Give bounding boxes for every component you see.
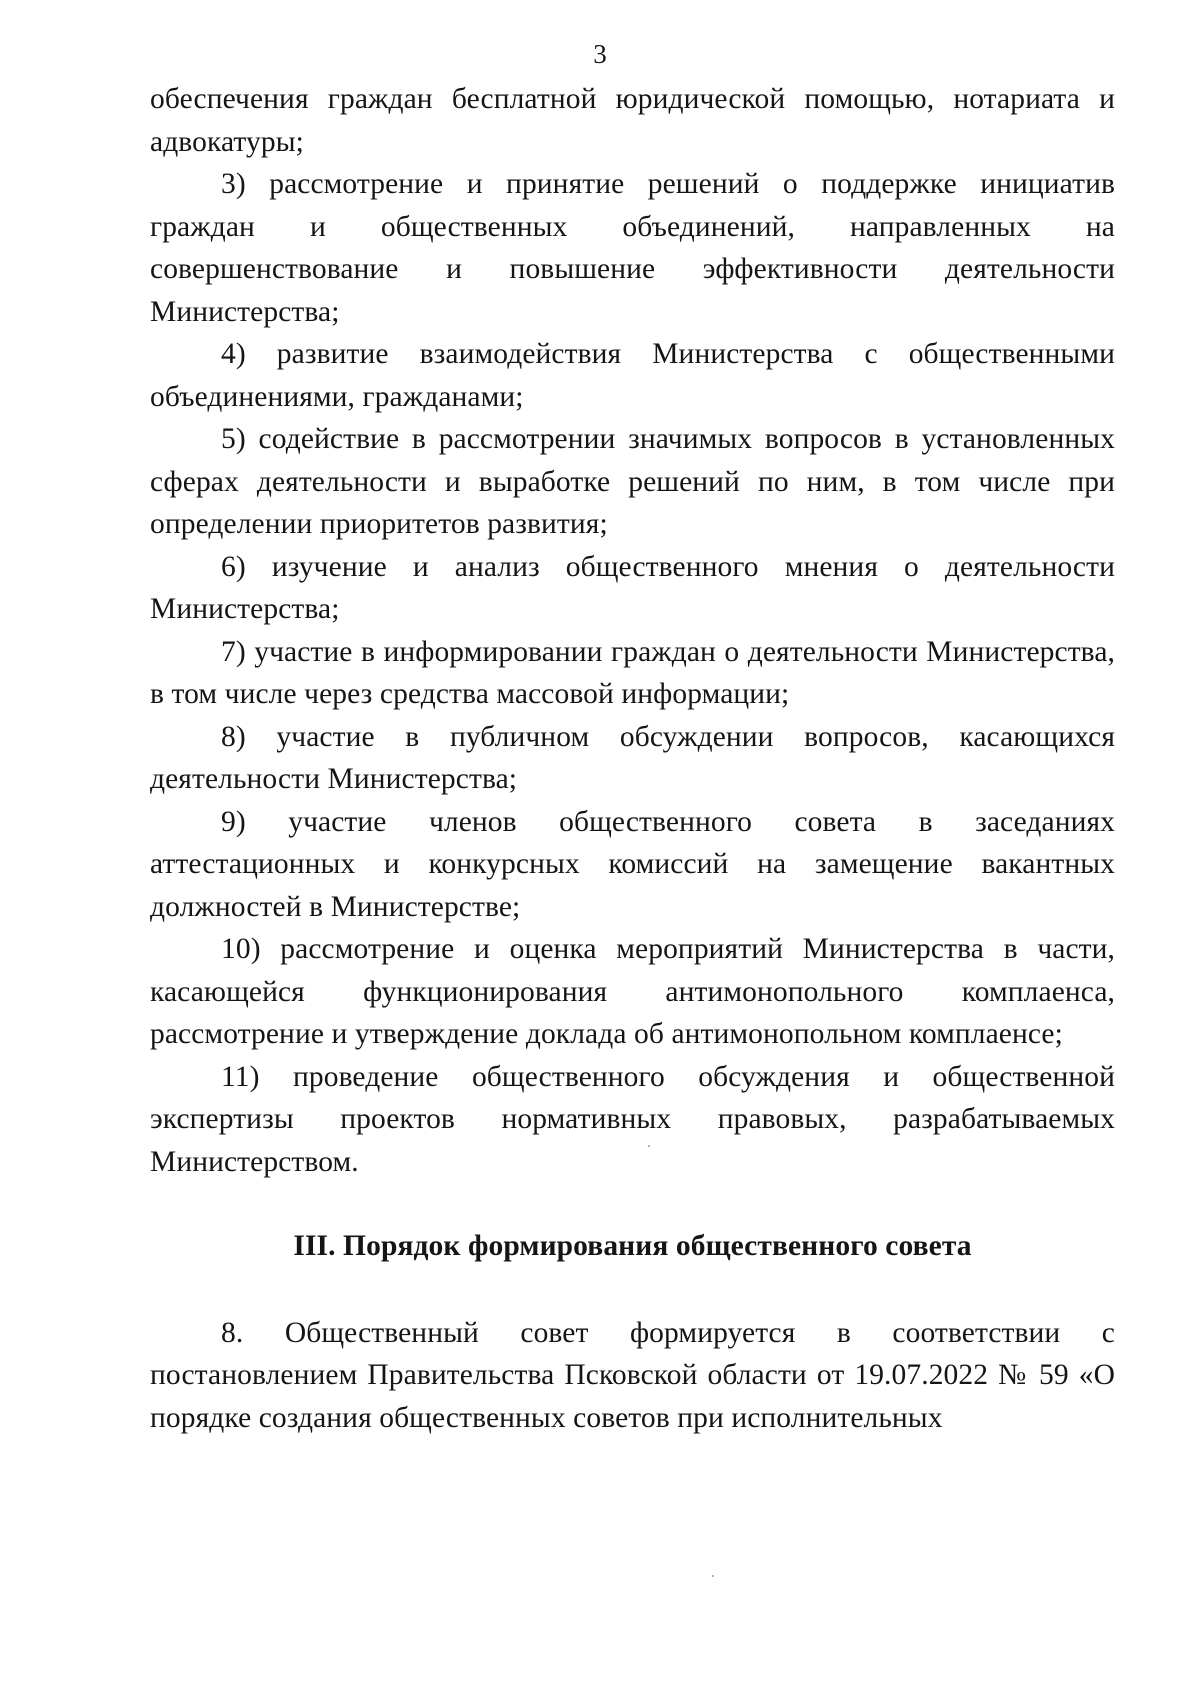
list-item-6: 6) изучение и анализ общественного мнения о деятельности Министерства;: [150, 550, 1115, 625]
list-item-8: 8) участие в публичном обсуждении вопросов, касающихся деятельности Министерства;: [150, 720, 1115, 795]
scan-speck: [712, 1575, 714, 1577]
list-item-10: 10) рассмотрение и оценка мероприятий Министерства в части, касающейся функционирования антимонопольного комплаенса, рассмотрение и утверждение доклада об антимонопольном комплаенсе;: [150, 933, 1115, 1050]
paragraph-continuation: обеспечения граждан бесплатной юридической помощью, нотариата и адвокатуры;: [150, 83, 1115, 158]
list-item-9: 9) участие членов общественного совета в заседаниях аттестационных и конкурсных комиссий на замещение вакантных должностей в Министерстве;: [150, 805, 1115, 923]
scan-speck: [648, 1145, 650, 1147]
list-item-4: 4) развитие взаимодействия Министерства с общественными объединениями, гражданами;: [150, 338, 1115, 413]
section-heading: III. Порядок формирования общественного совета: [293, 1230, 972, 1262]
list-item-5: 5) содействие в рассмотрении значимых вопросов в установленных сферах деятельности и выработке решений по ним, в том числе при определении приоритетов развития;: [150, 423, 1115, 540]
list-item-3: 3) рассмотрение и принятие решений о поддержке инициатив граждан и общественных объединений, направленных на совершенствование и повышение эффективности деятельности Министерства;: [150, 168, 1115, 328]
document-body: [150, 78, 1115, 1439]
page-number: 3: [593, 39, 607, 69]
paragraph-8: 8. Общественный совет формируется в соответствии с постановлением Правительства Псковской области от 19.07.2022 № 59 «О порядке создания общественных советов при исполнительных: [150, 1316, 1115, 1434]
list-item-7: 7) участие в информировании граждан о деятельности Министерства, в том числе через средства массовой информации;: [150, 635, 1115, 710]
list-item-11: 11) проведение общественного обсуждения и общественной экспертизы проектов нормативных правовых, разрабатываемых Министерством.: [150, 1060, 1115, 1178]
